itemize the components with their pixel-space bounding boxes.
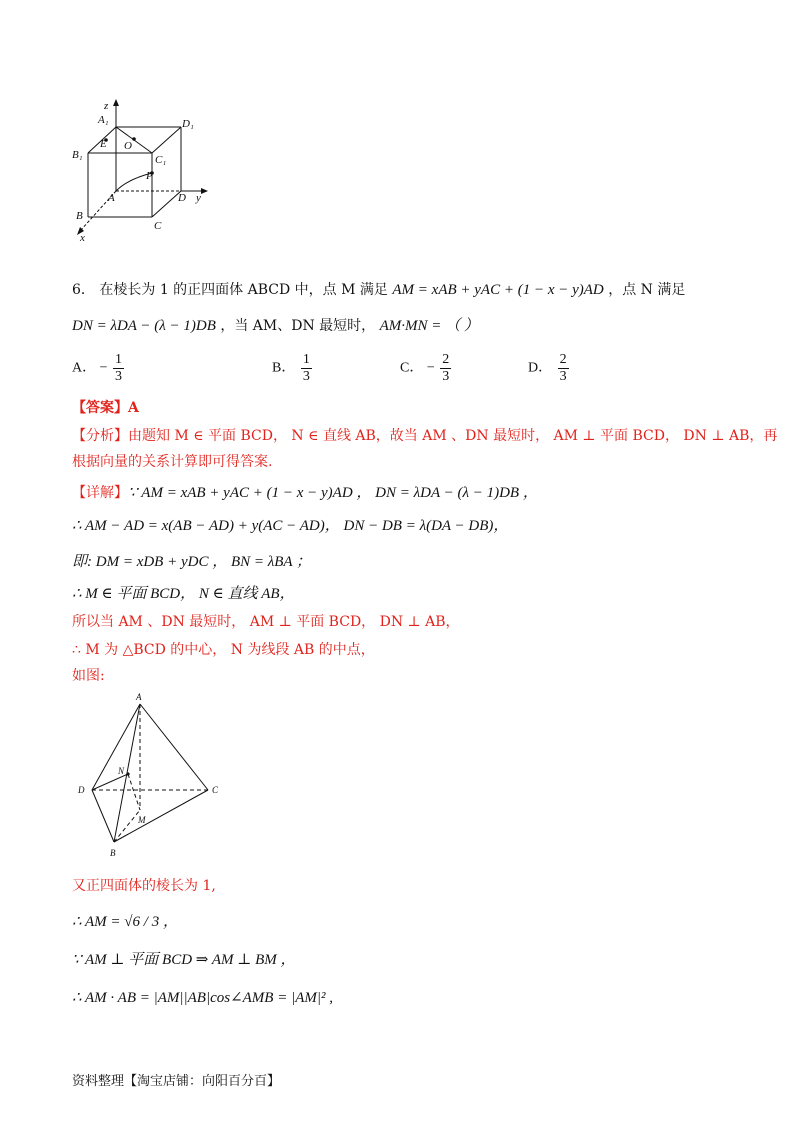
option-b-fraction xyxy=(301,352,312,385)
analysis-text1: 由题知 M ∈ 平面 BCD， N ∈ 直线 AB，故当 AM 、DN 最短时， AM ⊥ 平面 BCD， DN ⊥ AB，再 xyxy=(128,428,778,444)
detail-text1: ∵ AM = xAB + yAC + (1 − x − y)AD ， DN = λDA − (λ − 1)DB ， xyxy=(128,485,538,501)
detail-line11 xyxy=(72,988,333,1008)
tetra-label-c: C xyxy=(212,785,219,795)
question-vector-equation-m: AM = xAB + yAC + (1 − x − y)AD xyxy=(392,282,604,298)
tetra-label-b: B xyxy=(110,848,116,858)
option-b-numerator: 1 xyxy=(302,352,310,367)
answer-label: 【答案】A xyxy=(72,400,139,416)
detail-text9: ∴ AM = √6 / 3 ， xyxy=(72,914,178,930)
detail-line3 xyxy=(72,552,311,572)
cube-label-y: y xyxy=(196,192,201,204)
cube-label-a: A xyxy=(108,192,115,204)
option-a-fraction xyxy=(113,352,124,385)
question-stem-line2 xyxy=(72,316,479,336)
option-c-numerator: 2 xyxy=(442,352,450,367)
option-a-letter: A． xyxy=(72,360,97,376)
cube-label-b1: B₁ xyxy=(72,149,83,161)
detail-line2 xyxy=(72,516,508,536)
cube-label-x: x xyxy=(80,232,85,244)
option-c-denominator: 3 xyxy=(442,369,450,384)
option-a-denominator: 3 xyxy=(115,369,123,384)
detail-line6 xyxy=(72,640,375,660)
cube-label-c: C xyxy=(154,220,162,232)
cube-label-z: z xyxy=(104,100,109,112)
detail-line7: 如图: xyxy=(72,668,105,684)
analysis-label: 【分析】 xyxy=(72,428,128,444)
question-stem-part1: 在棱长为 1 的正四面体 ABCD 中，点 M 满足 xyxy=(99,282,388,298)
detail-text3: 即: DM = xDB + yDC ， BN = λBA ； xyxy=(72,554,312,570)
question-target-expression: AM·MN = （ ） xyxy=(379,318,479,334)
cube-label-e: E xyxy=(100,138,107,150)
question-vector-equation-n: DN = λDA − (λ − 1)DB xyxy=(72,318,216,334)
tetra-label-a: A xyxy=(136,692,142,702)
cube-label-o: O xyxy=(124,140,132,152)
option-b[interactable] xyxy=(272,352,314,385)
cube-label-d: D xyxy=(178,192,186,204)
detail-line1 xyxy=(72,483,538,503)
option-b-denominator: 3 xyxy=(302,369,310,384)
tetrahedron-figure xyxy=(72,690,232,865)
detail-line5: 所以当 AM 、DN 最短时， AM ⊥ 平面 BCD， DN ⊥ AB， xyxy=(72,614,460,630)
detail-text2: ∴ AM − AD = x(AB − AD) + y(AC − AD)， DN − DB = λ(DA − DB)， xyxy=(72,518,509,534)
question-stem-line1 xyxy=(72,280,685,300)
detail-line4 xyxy=(72,584,295,604)
option-c-letter: C． xyxy=(400,360,424,376)
detail-text10: ∵ AM ⊥ 平面 BCD ⇒ AM ⊥ BM ， xyxy=(72,952,296,968)
cube-label-d1: D₁ xyxy=(182,118,194,130)
option-d-numerator: 2 xyxy=(559,352,567,367)
option-d[interactable] xyxy=(528,352,571,385)
detail-text11: ∴ AM · AB = |AM||AB|cos∠AMB = |AM|² , xyxy=(72,990,333,1006)
detail-label: 【详解】 xyxy=(72,485,128,501)
option-d-denominator: 3 xyxy=(559,369,567,384)
question-stem-part2: ，点 N 满足 xyxy=(608,282,686,298)
page-footer: 资料整理【淘宝店铺：向阳百分百】 xyxy=(72,1074,281,1089)
tetra-label-m: M xyxy=(138,815,146,825)
detail-text4: ∴ M ∈ 平面 BCD， N ∈ 直线 AB， xyxy=(72,586,295,602)
cube-label-p: P xyxy=(146,170,153,182)
analysis-line2: 根据向量的关系计算即可得答案. xyxy=(72,454,273,470)
option-a-numerator: 1 xyxy=(115,352,123,367)
tetra-label-d: D xyxy=(78,785,85,795)
option-d-letter: D． xyxy=(528,360,553,376)
option-a-sign: − xyxy=(99,360,108,376)
tetra-label-n: N xyxy=(118,766,125,776)
option-d-fraction xyxy=(558,352,569,385)
cube-label-a1: A₁ xyxy=(98,114,109,126)
option-c-fraction xyxy=(440,352,451,385)
detail-line8: 又正四面体的棱长为 1, xyxy=(72,878,216,894)
cube-label-b: B xyxy=(76,210,83,222)
question-number: 6． xyxy=(72,282,95,298)
detail-line9 xyxy=(72,912,178,932)
option-c-sign: − xyxy=(426,360,435,376)
option-c[interactable] xyxy=(400,352,453,385)
cube-label-c1: C₁ xyxy=(155,154,167,166)
cube-figure xyxy=(68,95,218,245)
detail-line10 xyxy=(72,950,296,970)
option-b-letter: B． xyxy=(272,360,296,376)
detail-text6: ∴ M 为 △BCD 的中心， N 为线段 AB 的中点， xyxy=(72,642,375,658)
analysis-line1 xyxy=(72,426,777,446)
option-a[interactable] xyxy=(72,352,126,385)
question-stem-part3: ，当 AM、DN 最短时， xyxy=(220,318,376,334)
